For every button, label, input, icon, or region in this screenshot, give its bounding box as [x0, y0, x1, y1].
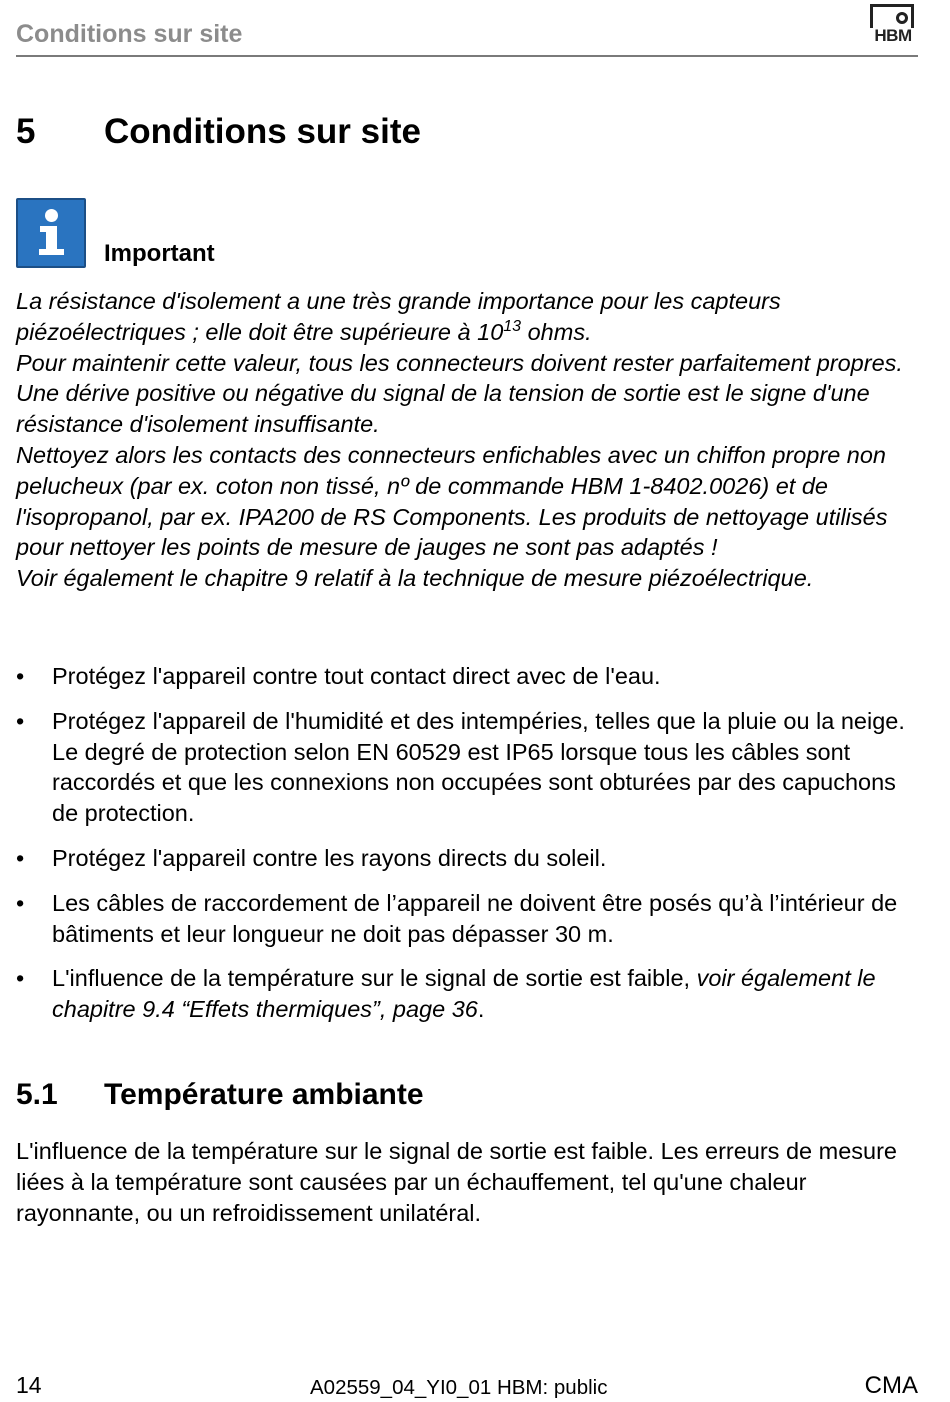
bullet-icon: • — [16, 889, 25, 916]
header-divider — [16, 55, 918, 57]
subsection-title: Température ambiante — [104, 1078, 424, 1111]
logo-text: HBM — [874, 26, 912, 45]
list-item: • L'influence de la température sur le signal de sortie est faible, voir également le chapitre 9.4 “Effets thermiques”, page 36. — [16, 965, 876, 1023]
list-item: • Les câbles de raccordement de l’appareil ne doivent être posés qu’à l’intérieur de bâtiments et leur longueur ne doit pas dépasser 30 m. — [16, 889, 898, 947]
product-name: CMA — [864, 1372, 918, 1399]
page-number: 14 — [16, 1372, 42, 1398]
bullet-icon: • — [16, 707, 25, 734]
list-item: • Protégez l'appareil contre tout contact direct avec de l'eau. — [16, 661, 921, 692]
exponent: 13 — [503, 317, 522, 335]
important-note — [16, 286, 931, 594]
subsection-number: 5.1 — [16, 1078, 58, 1111]
header-title: Conditions sur site — [16, 20, 243, 48]
chapter-reference-link[interactable]: voir également le chapitre 9.4 “Effets thermiques”, page 36 — [52, 965, 876, 1023]
section-number: 5 — [16, 112, 36, 151]
subsection-paragraph: L'influence de la température sur le signal de sortie est faible. Les erreurs de mesure liées à la température sont causées par un échauffement, tel qu'une chaleur rayonnante, ou un refroidissement unilatéral. — [16, 1138, 897, 1226]
list-item: • Protégez l'appareil contre les rayons directs du soleil. — [16, 843, 921, 874]
note-paragraph: Nettoyez alors les contacts des connecteurs enfichables avec un chiffon propre non pelucheux (par ex. coton non tissé, nº de commande HBM 1-8402.0026) et de l'isopropanol, par ex. IPA200 de RS Components. Les produits de nettoyage utilisés pour nettoyer les points de mesure de jauges ne sont pas adaptés ! — [16, 441, 888, 561]
bullet-icon: • — [16, 965, 25, 992]
important-label: Important — [104, 240, 215, 267]
bullet-icon: • — [16, 663, 25, 689]
note-paragraph: Voir également le chapitre 9 relatif à la technique de mesure piézoélectrique. — [16, 565, 814, 592]
logo-mark-icon — [870, 4, 914, 28]
list-item: • Protégez l'appareil de l'humidité et des intempéries, telles que la pluie ou la neige. Le degré de protection selon EN 60529 est IP65 lorsque tous les câbles sont raccordés et que les connexions non occupées sont obturées par des capuchons de protection. — [16, 707, 905, 827]
info-icon — [16, 198, 86, 268]
document-id: A02559_04_YI0_01 HBM: public — [310, 1376, 608, 1399]
note-paragraph: La résistance d'isolement a une très grande importance pour les capteurs piézoélectriques ; elle doit être supérieure à $10^{13}$ ohms. — [16, 288, 781, 345]
hbm-logo — [868, 4, 918, 48]
note-paragraph: Pour maintenir cette valeur, tous les connecteurs doivent rester parfaitement propres. Une dérive positive ou négative du signal de la tension de sortie est le signe d'une résistance d'isolement insuffisante. — [16, 349, 903, 438]
bullet-icon: • — [16, 844, 25, 871]
precautions-list — [16, 661, 921, 1039]
section-title: Conditions sur site — [104, 112, 421, 151]
